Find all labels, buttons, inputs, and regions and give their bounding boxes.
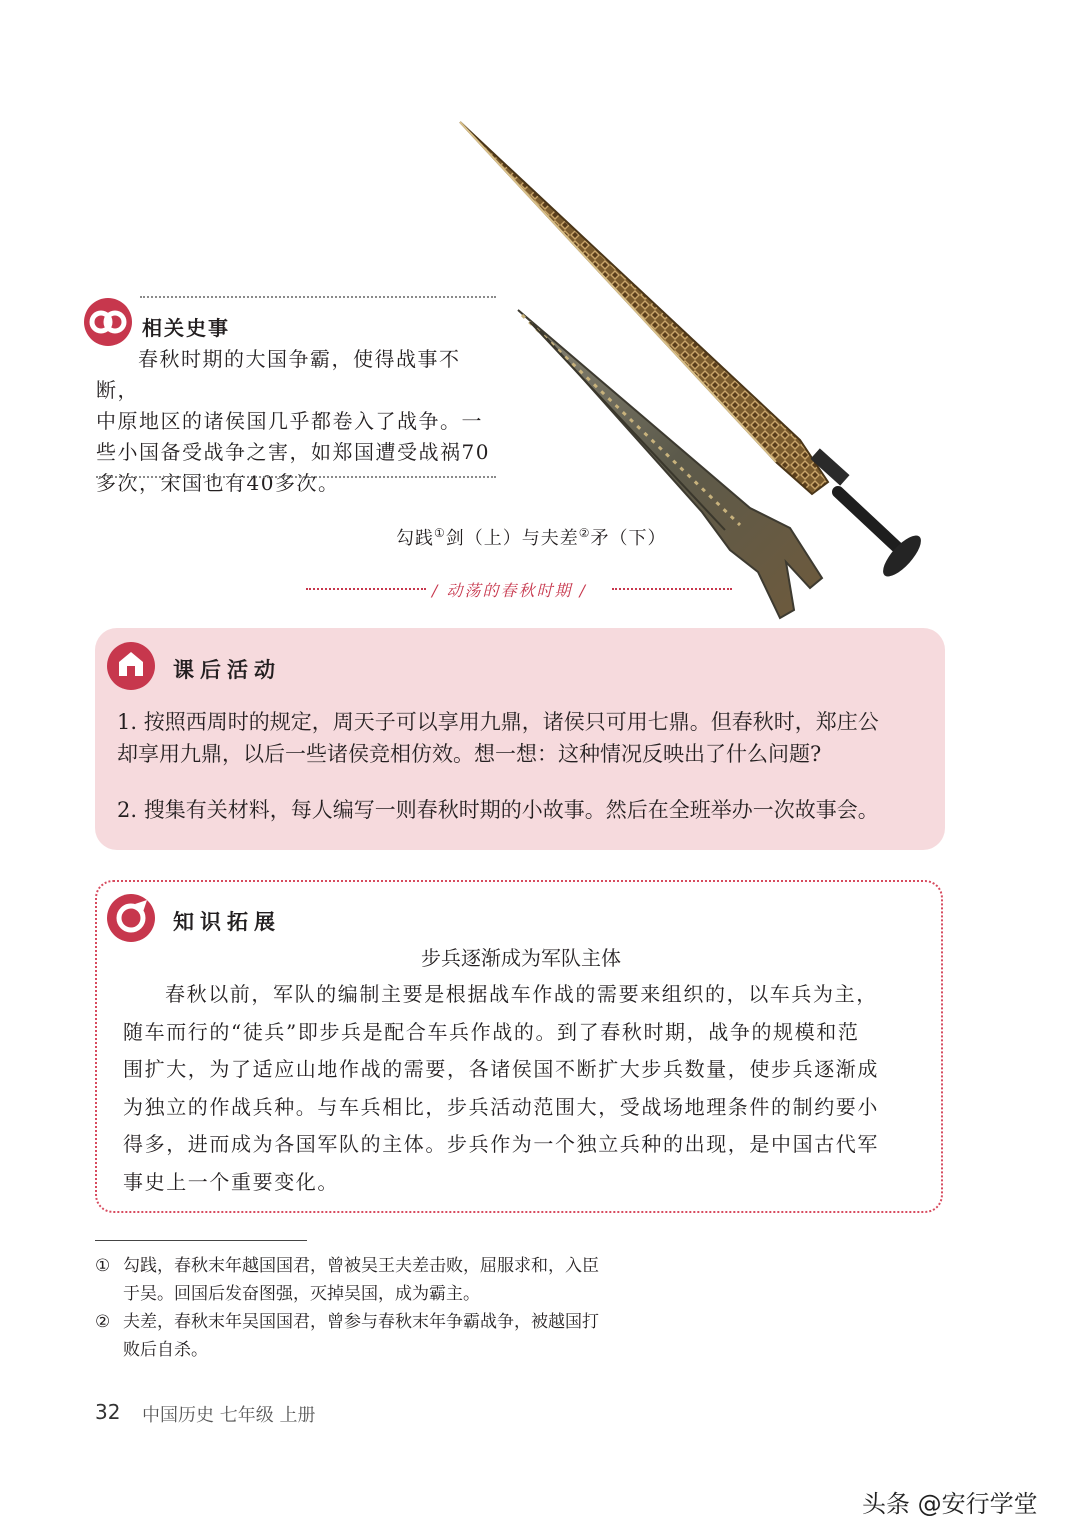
knowledge-line: 随车而行的“徒兵”即步兵是配合车兵作战的。到了春秋时期，战争的规模和范 — [123, 1019, 860, 1044]
knowledge-box — [95, 880, 943, 1213]
related-story-title: 相关史事 — [142, 316, 230, 340]
knowledge-line: 为独立的作战兵种。与车兵相比，步兵活动范围大，受战场地理条件的制约要小 — [123, 1094, 879, 1119]
footnote-ref-2[interactable]: ② — [578, 526, 591, 540]
fuchai-spear — [518, 310, 822, 618]
knowledge-title: 知识拓展 — [173, 910, 281, 934]
knowledge-line: 围扩大，为了适应山地作战的需要，各诸侯国不断扩大步兵数量，使步兵逐渐成 — [123, 1057, 879, 1081]
footnote-1: ① 勾践，春秋末年越国国君，曾被吴王夫差击败，屈服求和，入臣 于吴。回国后发奋图强，灭掉吴国，成为霸主。 — [95, 1256, 599, 1304]
page-number: 32 — [95, 1400, 121, 1424]
knowledge-text — [123, 976, 923, 1201]
knowledge-line: 得多，进而成为各国军队的主体。步兵作为一个独立兵种的出现，是中国古代军 — [123, 1132, 879, 1156]
related-story-icon — [82, 296, 134, 348]
figure-caption: 勾践①剑（上）与夫差②矛（下） — [396, 526, 667, 549]
footnote-2: ② 夫差，春秋末年吴国国君，曾参与春秋末年争霸战争，被越国打 败后自杀。 — [95, 1312, 599, 1360]
activity-item-2: 2. 搜集有关材料，每人编写一则春秋时期的小故事。然后在全班举办一次故事会。 — [117, 798, 879, 822]
goujian-sword — [460, 122, 927, 582]
activity-item-1: 1. 按照西周时的规定，周天子可以享用九鼎，诸侯只可用七鼎。但春秋时，郑庄公 却享用九鼎，以后一些诸侯竞相仿效。想一想：这种情况反映出了什么问题? — [117, 710, 879, 766]
sword-and-spear-image — [440, 110, 960, 630]
activity-icon — [105, 640, 157, 692]
knowledge-subtitle: 步兵逐渐成为军队主体 — [421, 946, 621, 970]
knowledge-line: 事史上一个重要变化。 — [123, 1169, 339, 1194]
story-line: 多次，宋国也有40多次。 — [96, 471, 340, 495]
story-line: 春秋时期的大国争霸，使得战事不断， — [96, 347, 461, 402]
chapter-tag-rule-left — [306, 588, 426, 590]
story-line: 中原地区的诸侯国几乎都卷入了战争。一 — [96, 409, 483, 433]
divider-bottom — [96, 476, 496, 478]
chapter-tag-rule-right — [612, 588, 732, 590]
chapter-tag: / 动荡的春秋时期 / — [432, 581, 587, 600]
footnote-rule — [95, 1240, 307, 1241]
activity-box — [95, 628, 945, 850]
knowledge-line: 春秋以前，军队的编制主要是根据战车作战的需要来组织的，以车兵为主， — [165, 982, 878, 1006]
story-line: 些小国备受战争之害，如郑国遭受战祸70 — [96, 440, 490, 464]
watermark: 头条 @安行学堂 — [862, 1490, 1038, 1518]
book-title: 中国历史 七年级 上册 — [142, 1405, 316, 1426]
activity-title: 课后活动 — [173, 658, 281, 682]
knowledge-icon — [105, 892, 157, 944]
footnote-ref-1[interactable]: ① — [434, 526, 446, 540]
divider-top — [140, 296, 496, 298]
